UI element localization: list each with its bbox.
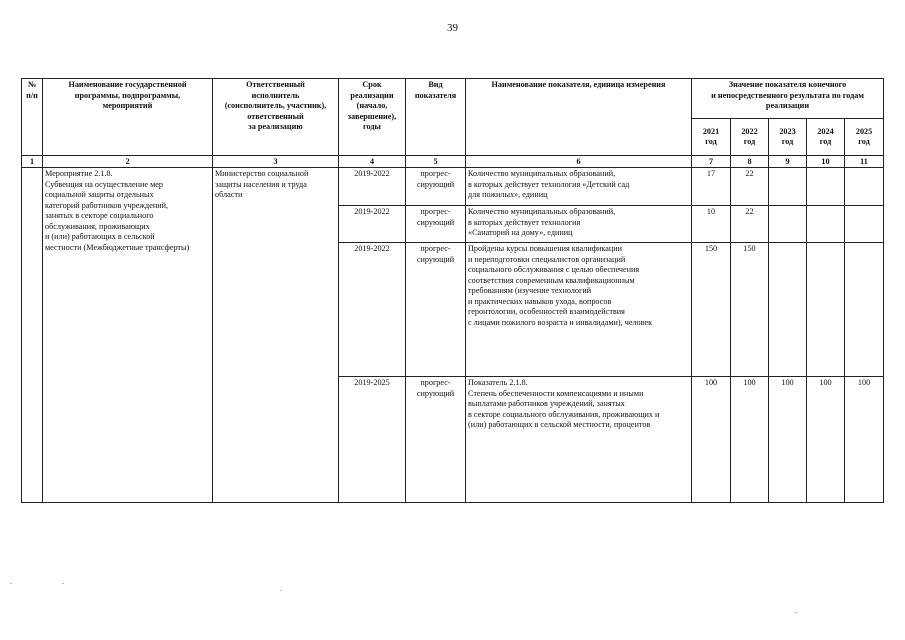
- value-2021: 150: [692, 243, 731, 377]
- header-indicator: Наименование показателя, единица измерения: [466, 79, 692, 156]
- column-number: 5: [406, 156, 466, 168]
- term-cell: 2019-2022: [339, 206, 406, 243]
- column-number: 6: [466, 156, 692, 168]
- header-program: Наименование государственной программы, подпрограммы, мероприятий: [43, 79, 213, 156]
- page-number: 39: [447, 22, 458, 34]
- value-2023: [769, 168, 807, 206]
- header-kind: Вид показателя: [406, 79, 466, 156]
- value-2025: [845, 168, 884, 206]
- value-2024: 100: [807, 377, 845, 503]
- column-number: 8: [731, 156, 769, 168]
- indicator-cell: Показатель 2.1.8. Степень обеспеченности компенсациями и иными выплатами работников учреждений, занятых в секторе социального обслуживания, проживающих и (или) работающих в сельской местности, процентов: [466, 377, 692, 503]
- column-number-row: [22, 156, 884, 168]
- kind-cell: прогрес- сирующий: [406, 168, 466, 206]
- scan-speck: [62, 583, 64, 584]
- value-2025: [845, 243, 884, 377]
- term-cell: 2019-2022: [339, 168, 406, 206]
- column-number: 9: [769, 156, 807, 168]
- header-year-2024: 2024 год: [807, 119, 845, 156]
- event-name-cell: Мероприятие 2.1.8. Субвенция на осуществление мер социальной защиты отдельных категорий работников учреждений, занятых в секторе социального обслуживания, проживающих и (или) работающих в сельской местности (Межбюджетные трансферты): [43, 168, 213, 503]
- value-2021: 10: [692, 206, 731, 243]
- column-number: 4: [339, 156, 406, 168]
- value-2022: 22: [731, 168, 769, 206]
- value-2022: 150: [731, 243, 769, 377]
- value-2022: 22: [731, 206, 769, 243]
- value-2024: [807, 168, 845, 206]
- indicators-table: [21, 78, 884, 503]
- kind-cell: прогрес- сирующий: [406, 377, 466, 503]
- column-number: 11: [845, 156, 884, 168]
- header-term: Срок реализации (начало, завершение), годы: [339, 79, 406, 156]
- value-2023: [769, 243, 807, 377]
- scan-speck: [280, 590, 282, 591]
- indicator-cell: Количество муниципальных образований, в которых действует технология «Санаторий на дому», единиц: [466, 206, 692, 243]
- column-number: 3: [213, 156, 339, 168]
- value-2022: 100: [731, 377, 769, 503]
- value-2021: 17: [692, 168, 731, 206]
- value-2021: 100: [692, 377, 731, 503]
- indicator-cell: Количество муниципальных образований, в которых действует технология «Детский сад для пожилых», единиц: [466, 168, 692, 206]
- kind-cell: прогрес- сирующий: [406, 243, 466, 377]
- value-2024: [807, 206, 845, 243]
- value-2023: [769, 206, 807, 243]
- header-values-group: Значение показателя конечного и непосредственного результата по годам реализации: [692, 79, 884, 119]
- header-year-2021: 2021 год: [692, 119, 731, 156]
- table-row: [22, 168, 884, 206]
- column-number: 7: [692, 156, 731, 168]
- column-number: 10: [807, 156, 845, 168]
- term-cell: 2019-2022: [339, 243, 406, 377]
- value-2024: [807, 243, 845, 377]
- value-2025: 100: [845, 377, 884, 503]
- header-year-2022: 2022 год: [731, 119, 769, 156]
- event-responsible-cell: Министерство социальной защиты населения и труда области: [213, 168, 339, 503]
- column-number: 2: [43, 156, 213, 168]
- term-cell: 2019-2025: [339, 377, 406, 503]
- indicator-cell: Пройдены курсы повышения квалификации и переподготовки специалистов организаций социального обслуживания с целью обеспечения соответствия современным квалификационным требованиям (изучение технологий и практических навыков ухода, вопросов геронтологии, особенностей взаимодействия с лицами пожилого возраста и инвалидами), человек: [466, 243, 692, 377]
- header-year-2025: 2025 год: [845, 119, 884, 156]
- event-num-cell: [22, 168, 43, 503]
- column-number: 1: [22, 156, 43, 168]
- header-num: № п/п: [22, 79, 43, 156]
- header-year-2023: 2023 год: [769, 119, 807, 156]
- scan-speck: [10, 583, 12, 584]
- kind-cell: прогрес- сирующий: [406, 206, 466, 243]
- scan-speck: [795, 612, 797, 613]
- value-2025: [845, 206, 884, 243]
- header-responsible: Ответственный исполнитель (соисполнитель, участник), ответственный за реализацию: [213, 79, 339, 156]
- value-2023: 100: [769, 377, 807, 503]
